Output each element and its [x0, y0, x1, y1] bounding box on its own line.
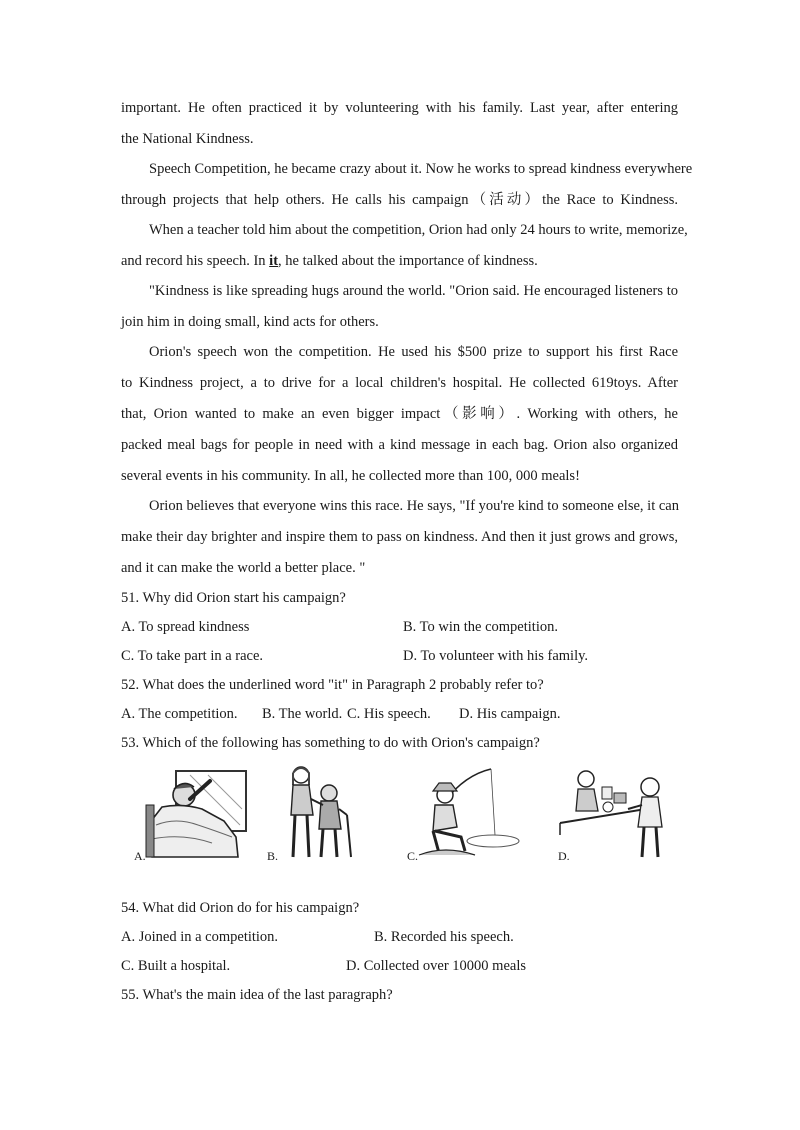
- option-51-d: D. To volunteer with his family.: [403, 648, 589, 664]
- option-54-c: C. Built a hospital.: [121, 958, 231, 974]
- option-51-c: C. To take part in a race.: [121, 648, 264, 664]
- passage-line: [121, 252, 678, 270]
- picture-option-a: [132, 765, 250, 865]
- passage-text: , he talked about the importance of kindness.: [278, 253, 538, 269]
- passage-line: join him in doing small, kind acts for others.: [121, 314, 379, 330]
- question-53: 53. Which of the following has something to do with Orion's campaign?: [121, 735, 540, 751]
- passage-line: that, Orion wanted to make an even bigger impact（影响）. Working with others, he: [121, 406, 678, 422]
- option-52-b: B. The world.: [262, 706, 343, 722]
- passage-line: several events in his community. In all, he collected more than 100, 000 meals!: [121, 468, 580, 484]
- passage-line: "Kindness is like spreading hugs around the world. "Orion said. He encouraged listeners to: [149, 283, 678, 299]
- passage-line: Orion's speech won the competition. He used his $500 prize to support his first Race: [149, 344, 678, 360]
- picture-label-a: A.: [134, 849, 146, 863]
- underlined-word: it: [269, 253, 279, 269]
- fishing-illustration: [405, 765, 523, 865]
- picture-label-b: B.: [267, 849, 279, 863]
- option-51-a: A. To spread kindness: [121, 619, 250, 635]
- picture-label-c: C.: [407, 849, 419, 863]
- passage-text: and record his speech. In: [121, 253, 270, 269]
- helping-elderly-illustration: [265, 765, 365, 865]
- sick-person-illustration: [132, 765, 250, 865]
- picture-option-b: [265, 765, 365, 865]
- passage-line: make their day brighter and inspire them to pass on kindness. And then it just grows and grows,: [121, 529, 678, 545]
- question-55: 55. What's the main idea of the last paragraph?: [121, 987, 393, 1003]
- picture-option-d: [556, 765, 676, 865]
- passage-line: Orion believes that everyone wins this race. He says, "If you're kind to someone else, it can: [149, 498, 679, 514]
- passage-line: When a teacher told him about the competition, Orion had only 24 hours to write, memorize,: [149, 222, 688, 238]
- passage-line: to Kindness project, a to drive for a local children's hospital. He collected 619toys. After: [121, 375, 678, 391]
- question-54: 54. What did Orion do for his campaign?: [121, 900, 360, 916]
- option-51-b: B. To win the competition.: [403, 619, 558, 635]
- question-51: 51. Why did Orion start his campaign?: [121, 590, 346, 606]
- donating-toys-illustration: [556, 765, 676, 865]
- passage-line: the National Kindness.: [121, 131, 254, 147]
- option-54-b: B. Recorded his speech.: [374, 929, 514, 945]
- option-52-c: C. His speech.: [347, 706, 431, 722]
- option-52-d: D. His campaign.: [459, 706, 561, 722]
- passage-line: Speech Competition, he became crazy about it. Now he works to spread kindness everywhere: [149, 161, 693, 177]
- option-54-d: D. Collected over 10000 meals: [346, 958, 526, 974]
- picture-label-d: D.: [558, 849, 570, 863]
- option-54-a: A. Joined in a competition.: [121, 929, 279, 945]
- passage-line: packed meal bags for people in need with a kind message in each bag. Orion also organized: [121, 437, 678, 453]
- question-52: 52. What does the underlined word "it" in Paragraph 2 probably refer to?: [121, 677, 544, 693]
- option-52-a: A. The competition.: [121, 706, 238, 722]
- picture-option-c: [405, 765, 523, 865]
- passage-line: and it can make the world a better place. ": [121, 560, 366, 576]
- passage-line: important. He often practiced it by volunteering with his family. Last year, after entering: [121, 100, 678, 116]
- passage-line: through projects that help others. He calls his campaign（活动）the Race to Kindness.: [121, 192, 678, 208]
